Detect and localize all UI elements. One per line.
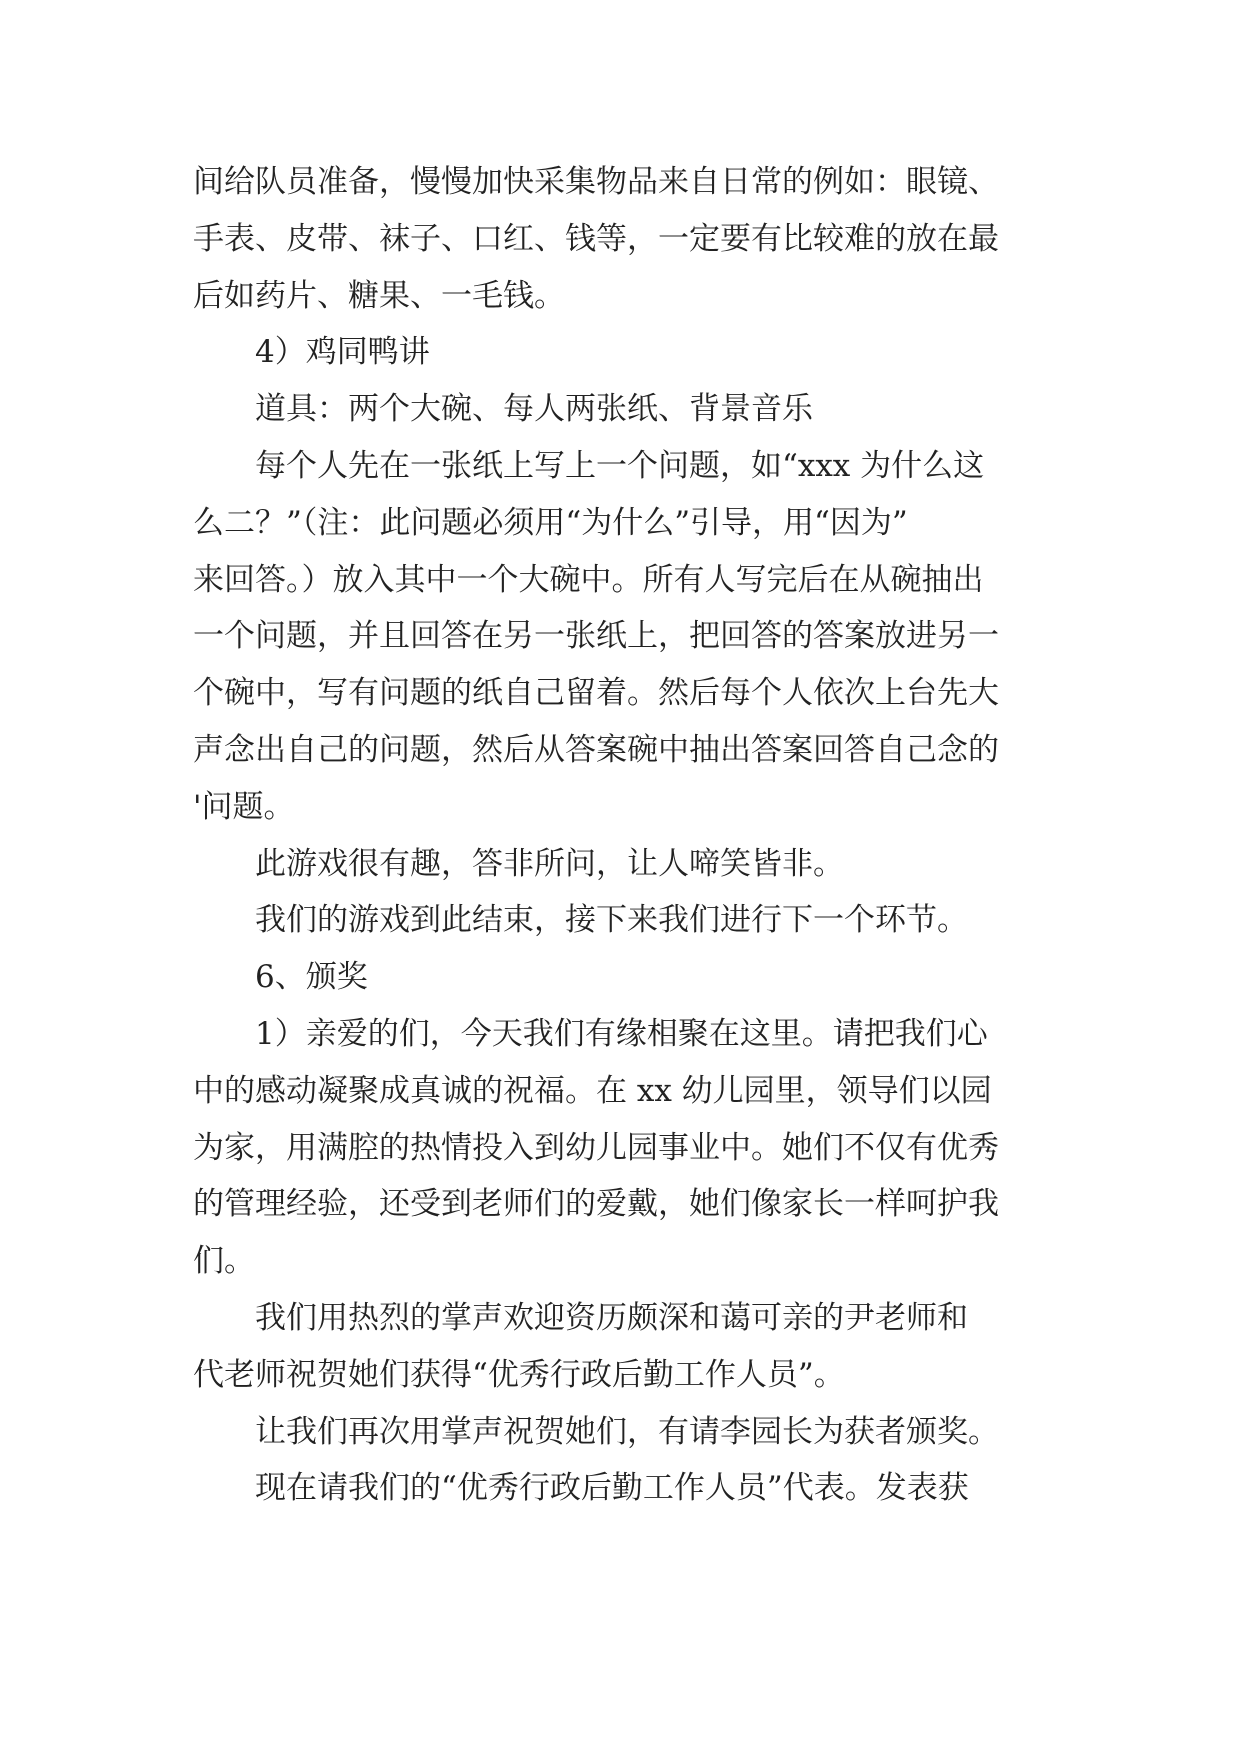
text-line: 道具：两个大碗、每人两张纸、背景音乐	[255, 391, 813, 428]
text-line: 间给队员准备，慢慢加快采集物品来自日常的例如：眼镜、	[193, 164, 999, 200]
text-line: 1）亲爱的们，今天我们有缘相聚在这里。请把我们心	[255, 1015, 988, 1052]
text-line: 个碗中，写有问题的纸自己留着。然后每个人依次上台先大	[193, 675, 999, 712]
text-line: 我们用热烈的掌声欢迎资历颇深和蔼可亲的尹老师和	[255, 1299, 968, 1336]
text-line: 们。	[193, 1243, 255, 1280]
text-line: 此游戏很有趣，答非所问，让人啼笑皆非。	[255, 845, 844, 882]
text-line: 代老师祝贺她们获得“优秀行政后勤工作人员”。	[193, 1356, 845, 1393]
section-heading-awards: 6、颁奖	[255, 959, 368, 996]
body-text	[193, 154, 1085, 1517]
text-line: 为家，用满腔的热情投入到幼儿园事业中。她们不仅有优秀	[193, 1129, 999, 1166]
text-line: 来回答。）放入其中一个大碗中。所有人写完后在从碗抽出	[193, 561, 984, 598]
text-line: 中的感动凝聚成真诚的祝福。在 xx 幼儿园里，领导们以园	[193, 1072, 992, 1109]
text-line: 让我们再次用掌声祝贺她们，有请李园长为获者颁奖。	[255, 1413, 999, 1450]
text-line: 么二？”（注：此问题必须用“为什么”引导，用“因为”	[193, 504, 908, 541]
text-line: 的管理经验，还受到老师们的爱戴，她们像家长一样呵护我	[193, 1186, 999, 1223]
text-line: 我们的游戏到此结束，接下来我们进行下一个环节。	[255, 902, 968, 939]
text-line: 声念出自己的问题，然后从答案碗中抽出答案回答自己念的	[193, 731, 999, 768]
text-line: 现在请我们的“优秀行政后勤工作人员”代表。发表获	[255, 1470, 969, 1507]
text-line: '问题。	[193, 788, 295, 825]
subheading-chicken-duck: 4）鸡同鸭讲	[255, 334, 430, 371]
text-line: 一个问题，并且回答在另一张纸上，把回答的答案放进另一	[193, 618, 999, 655]
text-line: 手表、皮带、袜子、口红、钱等，一定要有比较难的放在最	[193, 220, 999, 257]
text-line: 后如药片、糖果、一毛钱。	[193, 277, 565, 314]
text-line: 每个人先在一张纸上写上一个问题，如“xxx 为什么这	[255, 447, 985, 484]
